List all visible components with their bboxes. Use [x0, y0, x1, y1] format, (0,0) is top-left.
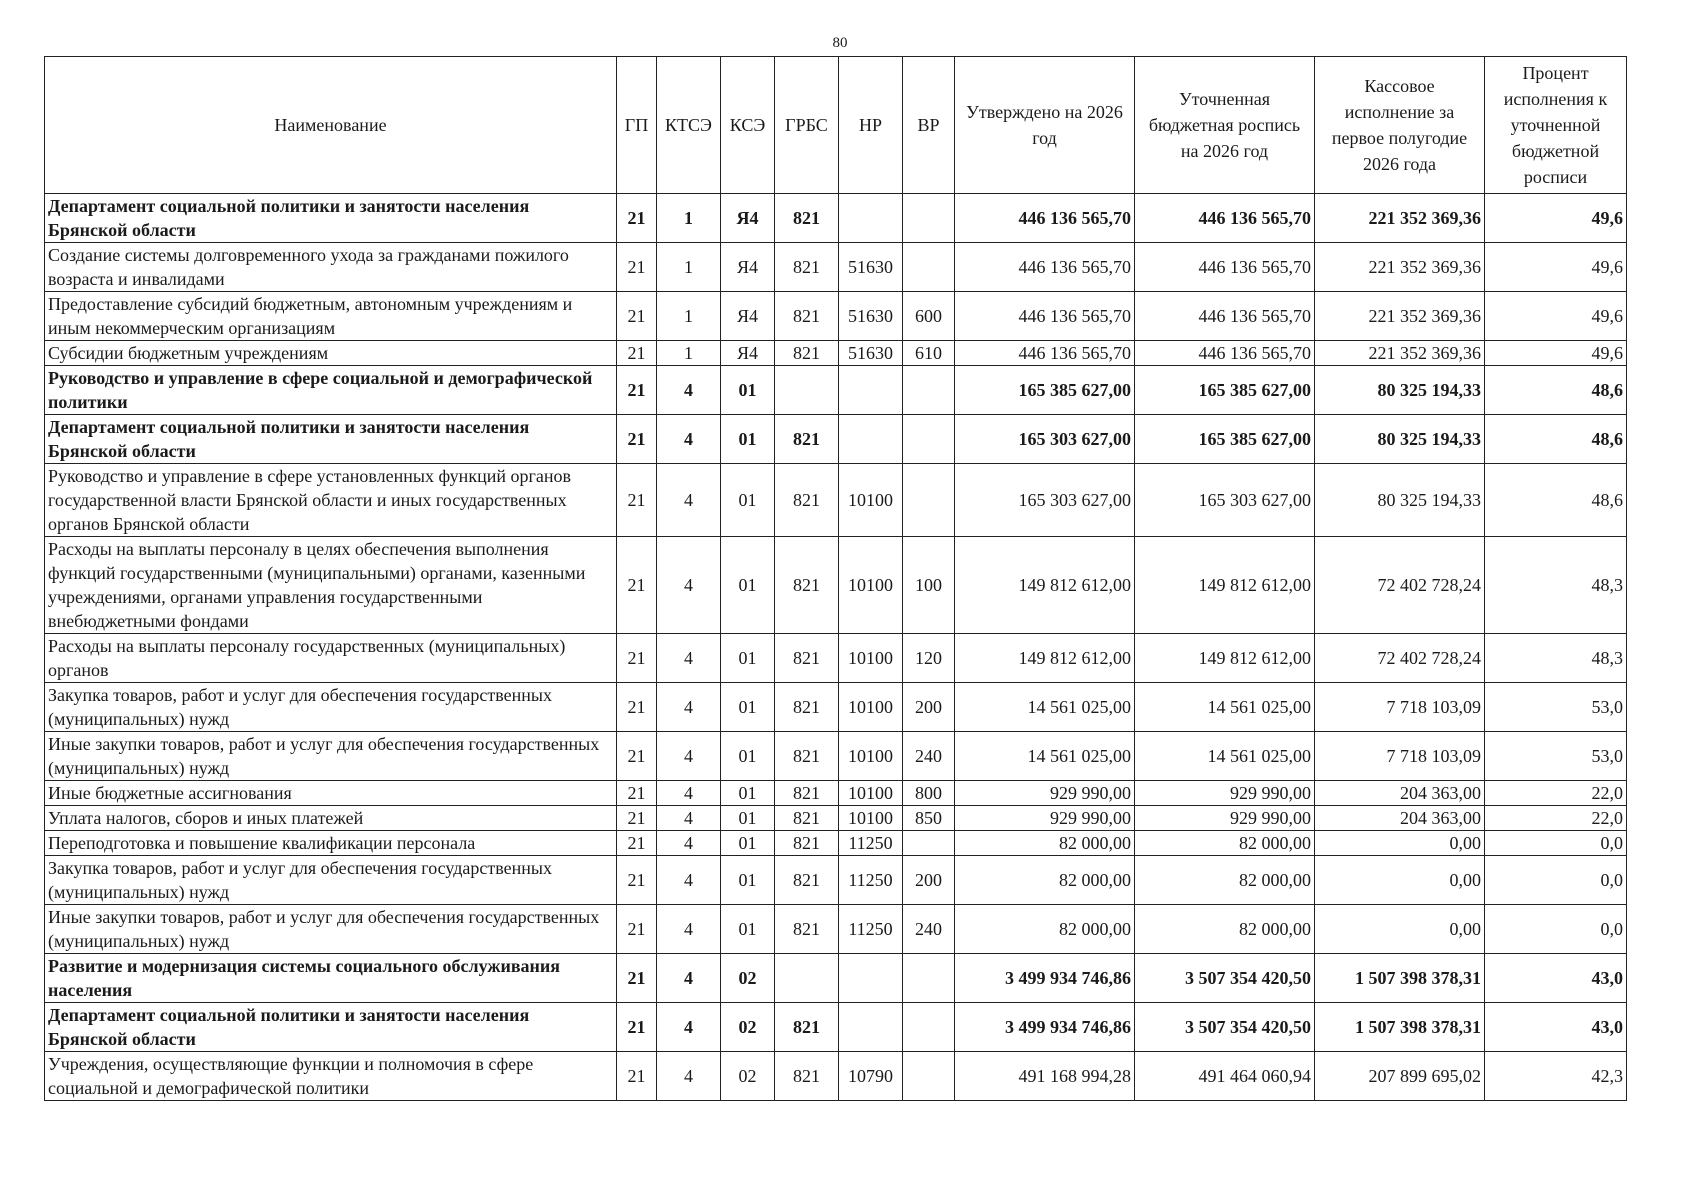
cell-grbs: 821 [775, 194, 839, 243]
cell-grbs [775, 954, 839, 1003]
cell-refined: 165 303 627,00 [1135, 464, 1315, 537]
cell-approved: 929 990,00 [955, 806, 1135, 831]
cell-refined: 82 000,00 [1135, 856, 1315, 905]
cell-refined: 82 000,00 [1135, 905, 1315, 954]
cell-percent: 48,6 [1485, 464, 1627, 537]
cell-percent: 48,3 [1485, 634, 1627, 683]
cell-gp: 21 [617, 954, 657, 1003]
header-ktse: КТСЭ [657, 57, 721, 194]
cell-approved: 491 168 994,28 [955, 1052, 1135, 1101]
page-number: 80 [832, 35, 848, 51]
cell-nr [839, 954, 903, 1003]
table-row [45, 806, 1627, 831]
cell-kse: 01 [721, 366, 775, 415]
cell-kse: 01 [721, 683, 775, 732]
cell-kse: 01 [721, 415, 775, 464]
cell-gp: 21 [617, 415, 657, 464]
cell-name: Департамент социальной политики и занятости населения Брянской области [45, 1003, 617, 1052]
table-row [45, 683, 1627, 732]
cell-gp: 21 [617, 341, 657, 366]
cell-nr: 51630 [839, 243, 903, 292]
cell-gp: 21 [617, 831, 657, 856]
table-row [45, 732, 1627, 781]
cell-gp: 21 [617, 781, 657, 806]
table-row [45, 954, 1627, 1003]
table-row [45, 856, 1627, 905]
cell-ktse: 4 [657, 634, 721, 683]
cell-cash: 7 718 103,09 [1315, 683, 1485, 732]
cell-vr: 240 [903, 905, 955, 954]
cell-name: Создание системы долговременного ухода за гражданами пожилого возраста и инвалидами [45, 243, 617, 292]
cell-approved: 929 990,00 [955, 781, 1135, 806]
cell-ktse: 4 [657, 683, 721, 732]
cell-kse: 02 [721, 1052, 775, 1101]
cell-approved: 165 385 627,00 [955, 366, 1135, 415]
cell-cash: 221 352 369,36 [1315, 341, 1485, 366]
cell-refined: 446 136 565,70 [1135, 341, 1315, 366]
cell-kse: 01 [721, 831, 775, 856]
cell-vr: 800 [903, 781, 955, 806]
cell-nr: 10100 [839, 806, 903, 831]
cell-grbs: 821 [775, 292, 839, 341]
cell-nr: 10100 [839, 732, 903, 781]
cell-kse: 01 [721, 537, 775, 634]
cell-name: Расходы на выплаты персоналу государственных (муниципальных) органов [45, 634, 617, 683]
cell-cash: 204 363,00 [1315, 806, 1485, 831]
cell-percent: 43,0 [1485, 954, 1627, 1003]
cell-approved: 149 812 612,00 [955, 634, 1135, 683]
cell-ktse: 4 [657, 954, 721, 1003]
cell-approved: 14 561 025,00 [955, 683, 1135, 732]
cell-cash: 80 325 194,33 [1315, 366, 1485, 415]
cell-vr [903, 366, 955, 415]
table-row [45, 831, 1627, 856]
cell-vr: 240 [903, 732, 955, 781]
cell-ktse: 1 [657, 341, 721, 366]
cell-grbs: 821 [775, 683, 839, 732]
cell-ktse: 4 [657, 732, 721, 781]
header-cash: Кассовое исполнение за первое полугодие 2026 года [1315, 57, 1485, 194]
cell-grbs: 821 [775, 831, 839, 856]
cell-grbs: 821 [775, 415, 839, 464]
cell-name: Иные закупки товаров, работ и услуг для обеспечения государственных (муниципальных) нужд [45, 905, 617, 954]
cell-nr: 10100 [839, 683, 903, 732]
cell-name: Руководство и управление в сфере социальной и демографической политики [45, 366, 617, 415]
table-row [45, 366, 1627, 415]
cell-nr: 10790 [839, 1052, 903, 1101]
cell-vr [903, 954, 955, 1003]
cell-ktse: 4 [657, 1003, 721, 1052]
header-kse: КСЭ [721, 57, 775, 194]
table-row [45, 292, 1627, 341]
cell-gp: 21 [617, 732, 657, 781]
cell-vr [903, 194, 955, 243]
cell-approved: 3 499 934 746,86 [955, 954, 1135, 1003]
cell-ktse: 4 [657, 856, 721, 905]
cell-percent: 43,0 [1485, 1003, 1627, 1052]
cell-nr: 10100 [839, 781, 903, 806]
cell-name: Уплата налогов, сборов и иных платежей [45, 806, 617, 831]
cell-approved: 165 303 627,00 [955, 464, 1135, 537]
cell-approved: 82 000,00 [955, 831, 1135, 856]
table-body [45, 194, 1627, 1101]
cell-refined: 14 561 025,00 [1135, 683, 1315, 732]
table-row [45, 194, 1627, 243]
cell-name: Учреждения, осуществляющие функции и полномочия в сфере социальной и демографической политики [45, 1052, 617, 1101]
cell-grbs: 821 [775, 856, 839, 905]
cell-kse: 01 [721, 464, 775, 537]
cell-refined: 446 136 565,70 [1135, 243, 1315, 292]
table-row [45, 415, 1627, 464]
cell-approved: 446 136 565,70 [955, 341, 1135, 366]
cell-percent: 49,6 [1485, 243, 1627, 292]
cell-ktse: 1 [657, 292, 721, 341]
cell-percent: 53,0 [1485, 683, 1627, 732]
cell-gp: 21 [617, 1003, 657, 1052]
cell-gp: 21 [617, 537, 657, 634]
cell-ktse: 4 [657, 415, 721, 464]
cell-refined: 149 812 612,00 [1135, 537, 1315, 634]
cell-gp: 21 [617, 194, 657, 243]
cell-refined: 149 812 612,00 [1135, 634, 1315, 683]
cell-grbs: 821 [775, 537, 839, 634]
cell-gp: 21 [617, 905, 657, 954]
cell-percent: 42,3 [1485, 1052, 1627, 1101]
cell-cash: 207 899 695,02 [1315, 1052, 1485, 1101]
table-row [45, 243, 1627, 292]
cell-vr: 120 [903, 634, 955, 683]
cell-name: Переподготовка и повышение квалификации персонала [45, 831, 617, 856]
cell-cash: 1 507 398 378,31 [1315, 954, 1485, 1003]
cell-ktse: 4 [657, 831, 721, 856]
cell-kse: Я4 [721, 194, 775, 243]
cell-cash: 72 402 728,24 [1315, 537, 1485, 634]
header-percent: Процент исполнения к уточненной бюджетной росписи [1485, 57, 1627, 194]
cell-grbs: 821 [775, 634, 839, 683]
cell-percent: 22,0 [1485, 781, 1627, 806]
cell-grbs: 821 [775, 243, 839, 292]
cell-cash: 80 325 194,33 [1315, 464, 1485, 537]
cell-cash: 72 402 728,24 [1315, 634, 1485, 683]
cell-gp: 21 [617, 292, 657, 341]
cell-name: Иные бюджетные ассигнования [45, 781, 617, 806]
cell-vr: 600 [903, 292, 955, 341]
cell-percent: 0,0 [1485, 831, 1627, 856]
cell-gp: 21 [617, 806, 657, 831]
cell-refined: 165 385 627,00 [1135, 415, 1315, 464]
cell-cash: 1 507 398 378,31 [1315, 1003, 1485, 1052]
cell-name: Департамент социальной политики и занятости населения Брянской области [45, 415, 617, 464]
cell-gp: 21 [617, 1052, 657, 1101]
cell-approved: 165 303 627,00 [955, 415, 1135, 464]
cell-ktse: 1 [657, 194, 721, 243]
cell-nr: 10100 [839, 464, 903, 537]
cell-kse: Я4 [721, 243, 775, 292]
cell-approved: 3 499 934 746,86 [955, 1003, 1135, 1052]
cell-name: Иные закупки товаров, работ и услуг для обеспечения государственных (муниципальных) нужд [45, 732, 617, 781]
table-row [45, 341, 1627, 366]
cell-vr: 200 [903, 683, 955, 732]
cell-kse: 01 [721, 781, 775, 806]
cell-percent: 53,0 [1485, 732, 1627, 781]
cell-kse: 02 [721, 954, 775, 1003]
cell-nr [839, 415, 903, 464]
cell-nr [839, 1003, 903, 1052]
cell-refined: 446 136 565,70 [1135, 194, 1315, 243]
cell-approved: 14 561 025,00 [955, 732, 1135, 781]
cell-kse: 01 [721, 732, 775, 781]
cell-vr: 200 [903, 856, 955, 905]
cell-approved: 149 812 612,00 [955, 537, 1135, 634]
cell-ktse: 4 [657, 806, 721, 831]
cell-nr: 10100 [839, 537, 903, 634]
cell-vr [903, 1003, 955, 1052]
cell-percent: 49,6 [1485, 292, 1627, 341]
cell-refined: 929 990,00 [1135, 806, 1315, 831]
cell-gp: 21 [617, 243, 657, 292]
cell-percent: 22,0 [1485, 806, 1627, 831]
cell-name: Расходы на выплаты персоналу в целях обеспечения выполнения функций государственными (муниципальными) органами, казенными учреждениями, органами управления государственными внебюджетными фондами [45, 537, 617, 634]
header-grbs: ГРБС [775, 57, 839, 194]
table-row [45, 781, 1627, 806]
cell-cash: 221 352 369,36 [1315, 292, 1485, 341]
table-row [45, 905, 1627, 954]
cell-cash: 221 352 369,36 [1315, 243, 1485, 292]
cell-nr: 11250 [839, 856, 903, 905]
cell-name: Закупка товаров, работ и услуг для обеспечения государственных (муниципальных) нужд [45, 856, 617, 905]
table-row [45, 1052, 1627, 1101]
cell-vr [903, 415, 955, 464]
cell-kse: 01 [721, 856, 775, 905]
cell-kse: 01 [721, 634, 775, 683]
cell-grbs: 821 [775, 905, 839, 954]
cell-name: Руководство и управление в сфере установленных функций органов государственной власти Брянской области и иных государственных органов Брянской области [45, 464, 617, 537]
cell-vr: 610 [903, 341, 955, 366]
cell-grbs: 821 [775, 806, 839, 831]
cell-percent: 49,6 [1485, 341, 1627, 366]
cell-vr [903, 243, 955, 292]
cell-vr [903, 831, 955, 856]
cell-refined: 82 000,00 [1135, 831, 1315, 856]
cell-ktse: 4 [657, 781, 721, 806]
cell-percent: 49,6 [1485, 194, 1627, 243]
table-row [45, 634, 1627, 683]
cell-cash: 204 363,00 [1315, 781, 1485, 806]
cell-cash: 80 325 194,33 [1315, 415, 1485, 464]
header-name: Наименование [45, 57, 617, 194]
table-row [45, 1003, 1627, 1052]
cell-ktse: 4 [657, 537, 721, 634]
cell-gp: 21 [617, 856, 657, 905]
cell-cash: 7 718 103,09 [1315, 732, 1485, 781]
budget-execution-table [44, 56, 1627, 1101]
cell-refined: 929 990,00 [1135, 781, 1315, 806]
cell-approved: 82 000,00 [955, 905, 1135, 954]
cell-name: Закупка товаров, работ и услуг для обеспечения государственных (муниципальных) нужд [45, 683, 617, 732]
cell-name: Субсидии бюджетным учреждениям [45, 341, 617, 366]
cell-approved: 446 136 565,70 [955, 243, 1135, 292]
cell-nr [839, 366, 903, 415]
cell-percent: 0,0 [1485, 905, 1627, 954]
cell-refined: 14 561 025,00 [1135, 732, 1315, 781]
cell-nr: 10100 [839, 634, 903, 683]
cell-grbs: 821 [775, 732, 839, 781]
header-nr: НР [839, 57, 903, 194]
cell-cash: 0,00 [1315, 905, 1485, 954]
header-gp: ГП [617, 57, 657, 194]
cell-vr [903, 464, 955, 537]
cell-grbs: 821 [775, 464, 839, 537]
cell-percent: 48,3 [1485, 537, 1627, 634]
table-row [45, 464, 1627, 537]
header-approved: Утверждено на 2026 год [955, 57, 1135, 194]
cell-name: Развитие и модернизация системы социального обслуживания населения [45, 954, 617, 1003]
header-row [45, 57, 1627, 194]
cell-gp: 21 [617, 464, 657, 537]
cell-refined: 3 507 354 420,50 [1135, 1003, 1315, 1052]
cell-ktse: 4 [657, 905, 721, 954]
cell-gp: 21 [617, 683, 657, 732]
cell-refined: 3 507 354 420,50 [1135, 954, 1315, 1003]
cell-refined: 446 136 565,70 [1135, 292, 1315, 341]
header-vr: ВР [903, 57, 955, 194]
cell-kse: 01 [721, 905, 775, 954]
cell-grbs: 821 [775, 1052, 839, 1101]
cell-name: Департамент социальной политики и занятости населения Брянской области [45, 194, 617, 243]
cell-grbs: 821 [775, 781, 839, 806]
cell-kse: Я4 [721, 341, 775, 366]
cell-percent: 48,6 [1485, 366, 1627, 415]
cell-approved: 446 136 565,70 [955, 292, 1135, 341]
cell-nr: 51630 [839, 292, 903, 341]
cell-grbs [775, 366, 839, 415]
cell-cash: 221 352 369,36 [1315, 194, 1485, 243]
cell-approved: 82 000,00 [955, 856, 1135, 905]
cell-gp: 21 [617, 366, 657, 415]
cell-nr [839, 194, 903, 243]
cell-kse: 02 [721, 1003, 775, 1052]
header-refined: Уточненная бюджетная роспись на 2026 год [1135, 57, 1315, 194]
cell-grbs: 821 [775, 341, 839, 366]
cell-kse: 01 [721, 806, 775, 831]
table-row [45, 537, 1627, 634]
cell-ktse: 1 [657, 243, 721, 292]
cell-gp: 21 [617, 634, 657, 683]
cell-grbs: 821 [775, 1003, 839, 1052]
cell-cash: 0,00 [1315, 856, 1485, 905]
cell-nr: 51630 [839, 341, 903, 366]
cell-nr: 11250 [839, 905, 903, 954]
cell-nr: 11250 [839, 831, 903, 856]
cell-ktse: 4 [657, 1052, 721, 1101]
cell-refined: 491 464 060,94 [1135, 1052, 1315, 1101]
cell-ktse: 4 [657, 366, 721, 415]
cell-cash: 0,00 [1315, 831, 1485, 856]
cell-ktse: 4 [657, 464, 721, 537]
cell-name: Предоставление субсидий бюджетным, автономным учреждениям и иным некоммерческим организациям [45, 292, 617, 341]
cell-vr: 850 [903, 806, 955, 831]
cell-percent: 0,0 [1485, 856, 1627, 905]
cell-percent: 48,6 [1485, 415, 1627, 464]
cell-vr [903, 1052, 955, 1101]
cell-kse: Я4 [721, 292, 775, 341]
cell-approved: 446 136 565,70 [955, 194, 1135, 243]
cell-refined: 165 385 627,00 [1135, 366, 1315, 415]
cell-vr: 100 [903, 537, 955, 634]
